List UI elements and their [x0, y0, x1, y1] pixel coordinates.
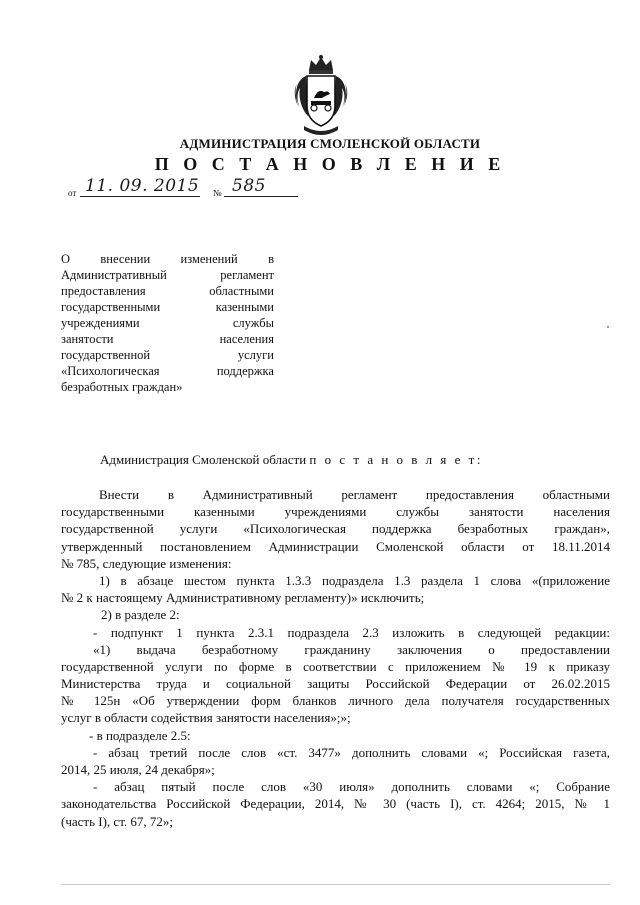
subject-line: «Психологическая поддержка: [61, 364, 274, 378]
coat-of-arms-icon: [292, 54, 350, 136]
date-number-row: [0, 176, 640, 202]
date-underline: [80, 196, 200, 197]
body-line: № 125н «Об утверждении форм бланков личного дела получателя государственных: [61, 693, 610, 709]
organization-name: АДМИНИСТРАЦИЯ СМОЛЕНСКОЙ ОБЛАСТИ: [179, 136, 481, 151]
decree-intro-verb: п о с т а н о в л я е т:: [309, 452, 483, 467]
subject-line: государственной услуги: [61, 348, 274, 362]
decree-intro-org: Администрация Смоленской области: [100, 452, 307, 467]
date-value: 11. 09. 2015: [85, 176, 200, 196]
body-line: государственной услуги «Психологическая поддержка безработных граждан»,: [61, 521, 610, 537]
subject-line: предоставления областными: [61, 284, 274, 298]
number-underline: [224, 196, 298, 197]
body-line: 1) в абзаце шестом пункта 1.3.3 подраздела 1.3 раздела 1 слова «(приложение: [99, 572, 610, 588]
body-line: «1) выдача безработному гражданину заключения о предоставлении: [93, 641, 610, 657]
body-line: - в подразделе 2.5:: [89, 727, 191, 743]
body-line: 2) в разделе 2:: [101, 607, 180, 623]
body-line: государственной услуги по форме в соответствии с приложением № 19 к приказу: [61, 658, 610, 674]
document-subject: [61, 251, 274, 395]
document-type-title: П О С Т А Н О В Л Е Н И Е: [154, 154, 506, 174]
subject-line: О внесении изменений в: [61, 252, 274, 266]
body-line: государственными казенными учреждениями службы занятости населения: [61, 504, 610, 520]
body-line: Внести в Административный регламент предоставления областными: [99, 487, 610, 502]
number-value: 585: [232, 176, 266, 196]
subject-line: государственными казенными: [61, 300, 274, 314]
subject-line: учреждениями службы: [61, 316, 274, 330]
body-line: утвержденный постановлением Администрации Смоленской области от 18.11.2014: [61, 538, 610, 554]
scan-speck: [607, 326, 609, 328]
body-line: № 2 к настоящему Административному регламенту)» исключить;: [61, 590, 425, 606]
date-label: от: [68, 188, 77, 198]
body-line: (часть I), ст. 67, 72»;: [61, 813, 174, 829]
body-line: Министерства труда и социальной защиты Российской Федерации от 26.02.2015: [61, 676, 610, 692]
body-line: - абзац пятый после слов «30 июля» дополнить словами «; Собрание: [93, 779, 610, 795]
subject-line: безработных граждан»: [61, 380, 183, 394]
number-label: №: [213, 188, 222, 198]
body-line: услуг в области содействия занятости населения»;»;: [61, 710, 351, 726]
document-body: [61, 486, 610, 830]
body-line: 2014, 25 июля, 24 декабря»;: [61, 762, 215, 777]
decree-intro: [100, 452, 483, 468]
subject-line: Административный регламент: [61, 268, 274, 282]
page-bottom-edge: [61, 884, 610, 885]
body-line: - подпункт 1 пункта 2.3.1 подраздела 2.3 изложить в следующей редакции:: [93, 624, 610, 640]
body-line: законодательства Российской Федерации, 2014, № 30 (часть I), ст. 4264; 2015, № 1: [61, 796, 610, 812]
body-line: № 785, следующие изменения:: [61, 555, 232, 571]
subject-line: занятости населения: [61, 332, 274, 346]
body-line: - абзац третий после слов «ст. 3477» дополнить словами «; Российская газета,: [93, 744, 610, 760]
